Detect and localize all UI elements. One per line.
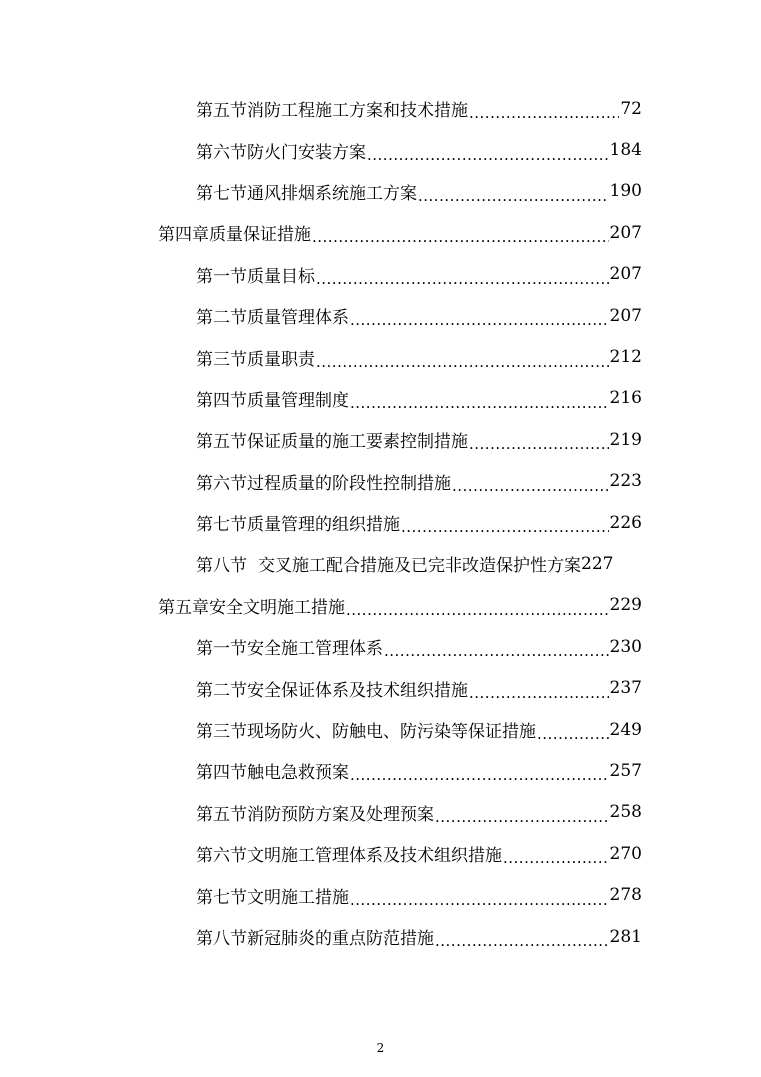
leader-dots: [346, 600, 609, 617]
toc-entry[interactable]: [0, 792, 642, 833]
toc-entry-number: 第六节: [196, 846, 247, 867]
leader-dots: [316, 352, 609, 369]
toc-entry[interactable]: [0, 295, 642, 336]
toc-entry-page: 219: [609, 429, 642, 450]
toc-entry-page: 216: [609, 388, 642, 409]
leader-dots: [401, 517, 609, 534]
toc-entry-page: 249: [609, 719, 642, 740]
toc-entry-number: 第五节: [196, 432, 247, 453]
toc-entry[interactable]: [0, 543, 642, 584]
toc-entry-page: 278: [609, 885, 642, 906]
leader-dots: [350, 890, 609, 907]
page-number: 2: [376, 1041, 385, 1055]
toc-entry-page: 230: [609, 636, 642, 657]
toc-entry-title: 防火门安装方案: [247, 142, 366, 163]
toc-entry-title: 文明施工管理体系及技术组织措施: [247, 846, 502, 867]
toc-entry-number: 第三节: [196, 722, 247, 743]
toc-entry[interactable]: [0, 626, 642, 667]
toc-entry[interactable]: [0, 709, 642, 750]
toc-entry-number: 第二节: [196, 308, 247, 329]
leader-dots: [367, 145, 609, 162]
toc-entry-title: 质量目标: [247, 266, 315, 287]
toc-entry[interactable]: [0, 378, 642, 419]
toc-entry[interactable]: [0, 502, 642, 543]
toc-entry-number: 第四节: [196, 763, 247, 784]
toc-entry-number: 第八节: [196, 929, 247, 949]
toc-entry-title: 质量保证措施: [209, 225, 311, 246]
toc-entry-page: 281: [609, 926, 642, 947]
toc-entry[interactable]: [0, 750, 642, 791]
toc-entry-page: 227: [581, 553, 614, 574]
toc-entry-page: 257: [609, 760, 642, 781]
leader-dots: [452, 476, 609, 493]
toc-entry-page: 207: [609, 222, 642, 243]
toc-chapter-entry[interactable]: [0, 212, 642, 253]
toc-entry[interactable]: [0, 419, 642, 460]
toc-entry-title: 安全施工管理体系: [247, 639, 383, 660]
toc-entry-page: 223: [609, 471, 642, 492]
toc-entry-number: 第四节: [196, 390, 247, 411]
toc-entry-number: 第七节: [196, 183, 247, 204]
toc-entry-number: 第三节: [196, 349, 247, 370]
leader-dots: [312, 227, 609, 244]
leader-dots: [350, 310, 609, 327]
toc-entry-title: 质量管理体系: [247, 308, 349, 329]
toc-entry-page: 237: [609, 678, 642, 699]
leader-dots: [469, 434, 609, 451]
toc-entry[interactable]: [0, 461, 642, 502]
toc-entry-title: 质量管理的组织措施: [247, 515, 400, 536]
toc-entry[interactable]: [0, 336, 642, 377]
toc-entry-number: 第二节: [196, 680, 247, 701]
toc-entry-page: 270: [609, 843, 642, 864]
toc-entry-page: 212: [609, 347, 642, 368]
toc-entry-number: 第七节: [196, 887, 247, 908]
toc-entry-number: 第八节: [196, 556, 247, 577]
toc-entry-number: 第六节: [196, 473, 247, 494]
toc-entry[interactable]: [0, 88, 642, 129]
toc-entry-title: 安全保证体系及技术组织措施: [247, 680, 468, 701]
toc-entry[interactable]: [0, 833, 642, 874]
toc-entry-page: 229: [609, 595, 642, 616]
toc-entry-number: 第六节: [196, 142, 247, 163]
toc-entry[interactable]: [0, 916, 642, 957]
toc-entry-title: 文明施工措施: [247, 887, 349, 908]
leader-dots: [537, 724, 609, 741]
toc-entry-title: 保证质量的施工要素控制措施: [247, 432, 468, 453]
toc-entry-title: 新冠肺炎的重点防范措施: [247, 929, 434, 949]
toc-entry[interactable]: [0, 254, 642, 295]
toc-entry-page: 207: [609, 305, 642, 326]
toc-entry-title: 质量管理制度: [247, 390, 349, 411]
toc-entry-number: 第四章: [158, 225, 209, 246]
toc-entry[interactable]: [0, 667, 642, 708]
leader-dots: [418, 186, 609, 203]
toc-entry-number: 第五节: [196, 804, 247, 825]
leader-dots: [350, 765, 609, 782]
toc-entry-page: 207: [609, 264, 642, 285]
toc-entry-title: 安全文明施工措施: [209, 597, 345, 618]
toc-entry-number: 第五节: [196, 101, 247, 122]
toc-entry-number: 第五章: [158, 597, 209, 618]
leader-dots: [384, 641, 609, 658]
toc-entry-title: 过程质量的阶段性控制措施: [247, 473, 451, 494]
toc-entry[interactable]: [0, 171, 642, 212]
leader-dots: [469, 103, 619, 120]
leader-dots: [435, 807, 609, 824]
toc-entry-page: 190: [609, 181, 642, 202]
toc-entry-title: 触电急救预案: [247, 763, 349, 784]
toc-entry-page: 184: [609, 140, 642, 161]
toc-entry[interactable]: [0, 129, 642, 170]
leader-dots: [469, 683, 609, 700]
toc-entry-number: 第一节: [196, 639, 247, 660]
toc-entry-page: 72: [620, 98, 642, 119]
leader-dots: [350, 393, 609, 410]
toc-entry-page: 258: [609, 802, 642, 823]
leader-dots: [435, 931, 609, 948]
toc-entry-title: 消防工程施工方案和技术措施: [247, 101, 468, 122]
leader-dots: [316, 269, 609, 286]
toc-entry-title: 质量职责: [247, 349, 315, 370]
toc-entry-title: 通风排烟系统施工方案: [247, 183, 417, 204]
table-of-contents: [0, 88, 761, 957]
toc-entry-title: 交叉施工配合措施及已完非改造保护性方案: [258, 556, 581, 577]
toc-chapter-entry[interactable]: [0, 585, 642, 626]
toc-entry[interactable]: [0, 874, 642, 915]
toc-entry-title: 现场防火、防触电、防污染等保证措施: [247, 722, 536, 743]
toc-entry-number: 第一节: [196, 266, 247, 287]
toc-entry-title: 消防预防方案及处理预案: [247, 804, 434, 825]
leader-dots: [503, 848, 609, 865]
toc-entry-page: 226: [609, 512, 642, 533]
toc-entry-number: 第七节: [196, 515, 247, 536]
